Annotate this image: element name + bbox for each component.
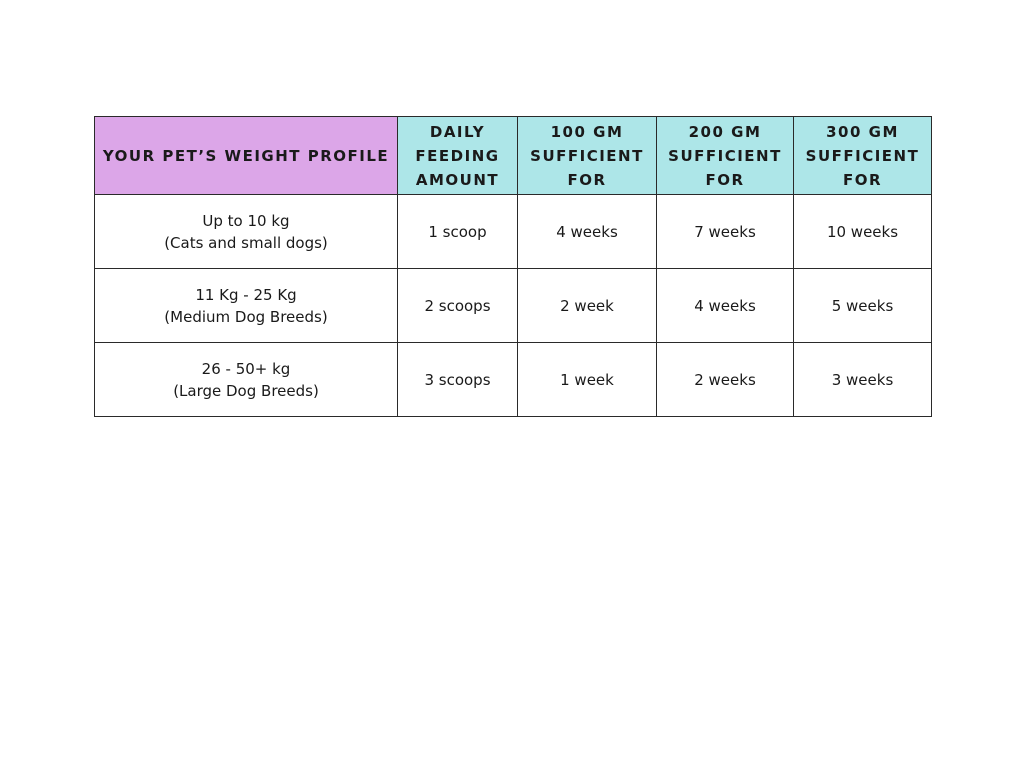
- weight-profile-cell: 26 - 50+ kg (Large Dog Breeds): [95, 343, 398, 417]
- table-row: [95, 343, 932, 417]
- header-300gm-sufficient-for: 300 GM SUFFICIENT FOR: [794, 117, 932, 195]
- daily-feeding-cell: 3 scoops: [398, 343, 518, 417]
- sufficient-300gm-cell: 5 weeks: [794, 269, 932, 343]
- sufficient-100gm-cell: 4 weeks: [518, 195, 657, 269]
- table-row: [95, 269, 932, 343]
- sufficient-300gm-cell: 3 weeks: [794, 343, 932, 417]
- sufficient-300gm-cell: 10 weeks: [794, 195, 932, 269]
- sufficient-200gm-cell: 4 weeks: [657, 269, 794, 343]
- weight-profile-cell: Up to 10 kg (Cats and small dogs): [95, 195, 398, 269]
- header-daily-feeding-amount: DAILY FEEDING AMOUNT: [398, 117, 518, 195]
- header-weight-profile: YOUR PET’S WEIGHT PROFILE: [95, 117, 398, 195]
- sufficient-200gm-cell: 2 weeks: [657, 343, 794, 417]
- header-200gm-sufficient-for: 200 GM SUFFICIENT FOR: [657, 117, 794, 195]
- header-100gm-sufficient-for: 100 GM SUFFICIENT FOR: [518, 117, 657, 195]
- header-row: [95, 117, 932, 195]
- feeding-table: [94, 116, 932, 417]
- sufficient-100gm-cell: 1 week: [518, 343, 657, 417]
- weight-profile-cell: 11 Kg - 25 Kg (Medium Dog Breeds): [95, 269, 398, 343]
- daily-feeding-cell: 2 scoops: [398, 269, 518, 343]
- sufficient-200gm-cell: 7 weeks: [657, 195, 794, 269]
- daily-feeding-cell: 1 scoop: [398, 195, 518, 269]
- sufficient-100gm-cell: 2 week: [518, 269, 657, 343]
- table-row: [95, 195, 932, 269]
